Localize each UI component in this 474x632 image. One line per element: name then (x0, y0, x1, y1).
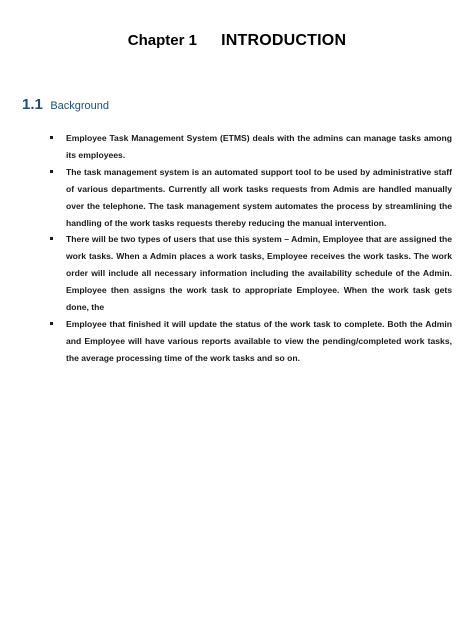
bullet-item (50, 130, 452, 164)
bullet-item (50, 316, 452, 367)
bullet-square-icon (50, 136, 53, 139)
chapter-heading (0, 32, 474, 50)
bullet-square-icon (50, 237, 53, 240)
chapter-title: INTRODUCTION (221, 32, 347, 49)
bullet-text: Employee that finished it will update the status of the work task to complete. Both the Admin and Employee will have various reports available to view the pending/completed work tasks, the average processing time of the work tasks and so on. (66, 318, 452, 363)
bullet-item (50, 164, 452, 232)
bullet-item (50, 231, 452, 316)
bullet-text: The task management system is an automated support tool to be used by administrative staff of various departments. Currently all work tasks requests from Admis are handled manually over the telephone. The task management system automates the process by streamlining the handling of the work tasks requests thereby reducing the manual intervention. (66, 166, 452, 228)
bullet-text: There will be two types of users that use this system – Admin, Employee that are assigned the work tasks. When a Admin places a work tasks, Employee receives the work tasks. The work order will include all necessary information including the availability schedule of the Admin. Employee then assigns the work task to appropriate Employee. When the work task gets done, the (66, 234, 452, 313)
bullet-list (50, 130, 452, 367)
section-number: 1.1 (22, 96, 43, 113)
section-heading (22, 96, 109, 114)
section-title: Background (50, 100, 110, 112)
bullet-square-icon (50, 322, 53, 325)
bullet-text: Employee Task Management System (ETMS) deals with the admins can manage tasks among its employees. (66, 133, 452, 160)
bullet-square-icon (50, 170, 53, 173)
chapter-number: Chapter 1 (127, 32, 197, 49)
